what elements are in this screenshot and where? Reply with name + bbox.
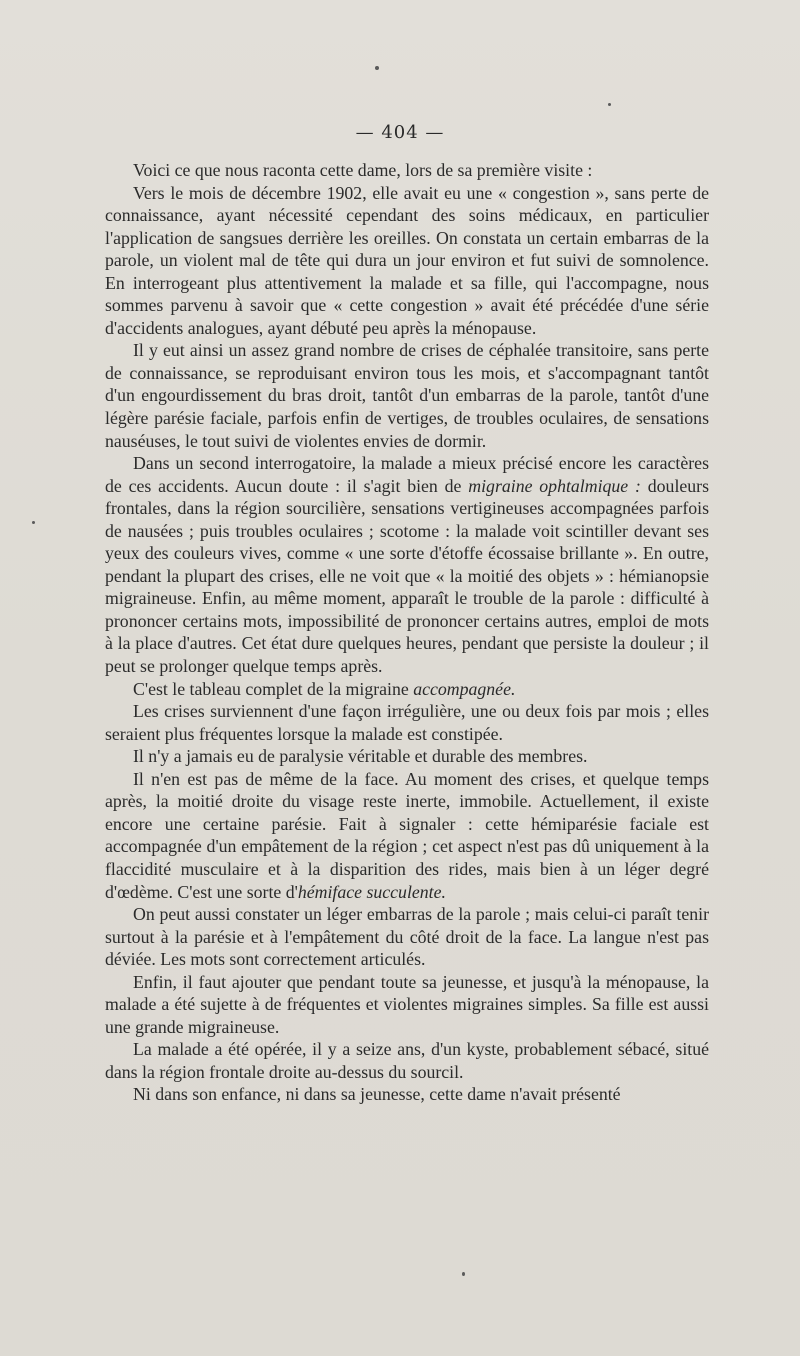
paragraph-5-text: C'est le tableau complet de la migraine (133, 678, 414, 699)
scan-speck (608, 103, 611, 106)
paragraph-3: Il y eut ainsi un assez grand nombre de crises de céphalée transitoire, sans perte de connaissance, se reproduisant environ tous les mois, et s'accompagnant tantôt d'un engourdissement du bras droit, tantôt d'un embarras de la parole, tantôt d'une légère parésie faciale, parfois enfin de vertiges, de troubles oculaires, de sensations nauséuses, le tout suivi de violentes envies de dormir. (105, 340, 709, 451)
paragraph-12: Ni dans son enfance, ni dans sa jeunesse, cette dame n'avait présenté (133, 1084, 621, 1105)
paragraph-5 (105, 678, 709, 701)
paragraph-1: Voici ce que nous raconta cette dame, lors de sa première visite : (133, 160, 593, 180)
paragraph-11: La malade a été opérée, il y a seize ans, d'un kyste, probablement sébacé, situé dans la région frontale droite au-dessus du sourcil. (105, 1039, 709, 1082)
paragraph-10: Enfin, il faut ajouter que pendant toute sa jeunesse, et jusqu'à la ménopause, la malade a été sujette à de fréquentes et violentes migraines simples. Sa fille est aussi une grande migraineuse. (105, 971, 709, 1037)
body-text (105, 159, 709, 1106)
paragraph-6: Les crises surviennent d'une façon irrégulière, une ou deux fois par mois ; elles seraient plus fréquentes lorsque la malade est constipée. (105, 701, 709, 744)
paragraph-8-text: Il n'en est pas de même de la face. Au moment des crises, et quelque temps après, la moitié droite du visage reste inerte, immobile. Actuellement, il existe encore une certaine parésie. Fait à signaler : cette hémiparésie faciale est accompagnée d'un empâtement de la région ; cet aspect n'est pas dû uniquement à la flaccidité musculaire et à la disparition des rides, mais bien à un léger degré d'œdème. C'est une sorte d' (105, 768, 709, 902)
paragraph-2: Vers le mois de décembre 1902, elle avait eu une « congestion », sans perte de connaissance, ayant nécessité cependant des soins médicaux, en particulier l'application de sangsues derrière les oreilles. On constata un certain embarras de la parole, un violent mal de tête qui dura un jour environ et fut suivi de somnolence. En interrogeant plus attentivement la malade et sa fille, qui l'accompagne, nous sommes parvenu à savoir que « cette congestion » avait été précédée d'une série d'accidents analogues, ayant débuté peu après la ménopause. (105, 182, 709, 338)
page-number: — 404 — (355, 122, 445, 143)
paragraph-8 (105, 768, 709, 903)
scan-speck (375, 66, 379, 70)
scan-speck (32, 521, 35, 524)
italic-term-hemiface-succulente: hémiface succulente. (297, 881, 446, 902)
paragraph-4-text-continued: douleurs frontales, dans la région sourcilière, sensations vertigineuses accompagnées parfois de nausées ; puis troubles oculaires ; scotome : la malade voit scintiller devant ses yeux des couleurs vives, comme « une sorte d'étoffe écossaise brillante ». En outre, pendant la plupart des crises, elle ne voit que « la moitié des objets » : hémianopsie migraineuse. Enfin, au même moment, apparaît le trouble de la parole : difficulté à prononcer certains mots, impossibilité de prononcer certains autres, emploi de mots à la place d'autres. Cet état dure quelques heures, pendant que persiste la douleur ; il peut se prolonger quelque temps après. (105, 475, 710, 677)
paragraph-9: On peut aussi constater un léger embarras de la parole ; mais celui-ci paraît tenir surtout à la parésie et à l'empâtement du côté droit de la face. La langue n'est pas déviée. Les mots sont correctement articulés. (105, 904, 709, 970)
italic-term-accompagnee: accompagnée. (413, 678, 516, 699)
italic-term-migraine-ophtalmique: migraine ophtalmique : (468, 475, 641, 496)
paragraph-7: Il n'y a jamais eu de paralysie véritable et durable des membres. (133, 746, 588, 767)
paragraph-4-text: Dans un second interrogatoire, la malade a mieux précisé encore les caractères de ces accidents. Aucun doute : il s'agit bien de (105, 453, 709, 496)
paragraph-4 (105, 452, 709, 677)
scan-speck (462, 1272, 465, 1276)
